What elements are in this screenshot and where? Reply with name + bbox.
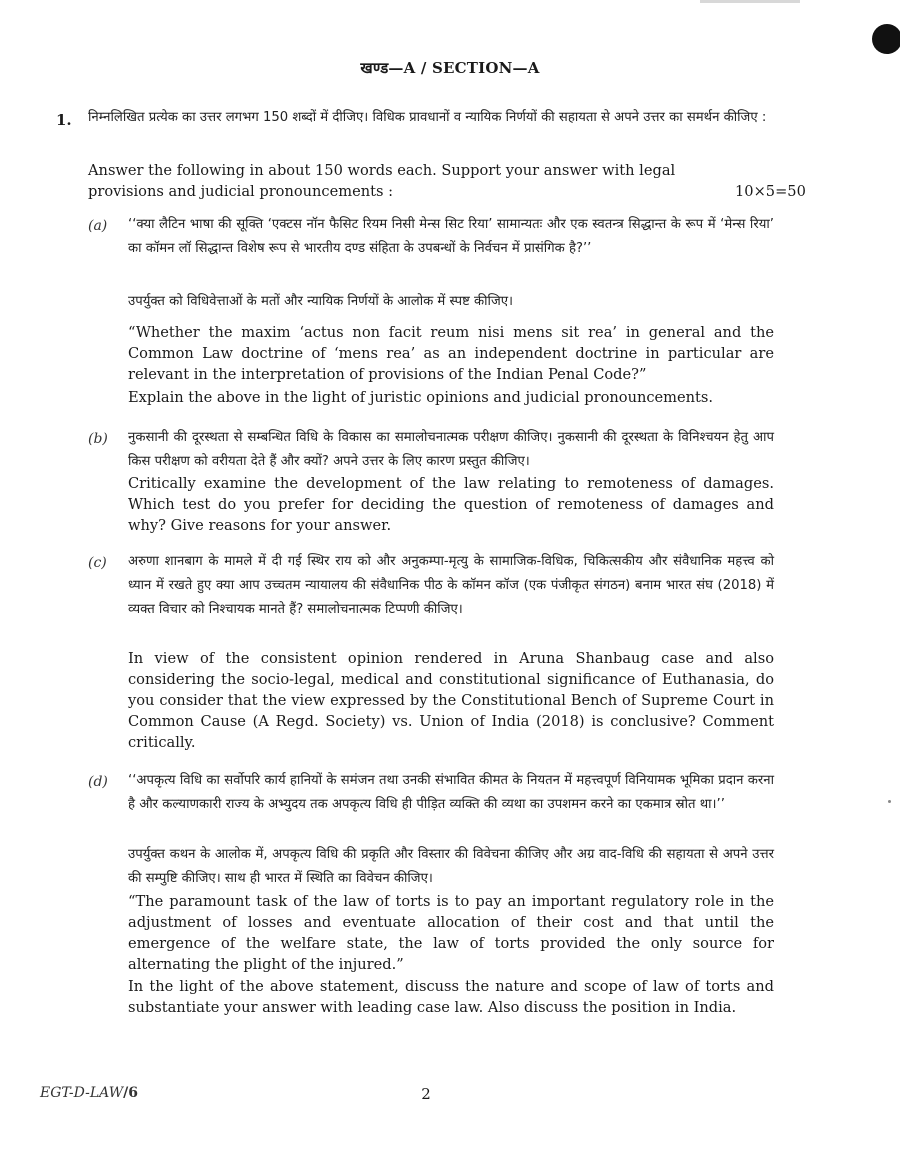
page-number: 2 bbox=[421, 1085, 431, 1103]
part-c-label: (c) bbox=[88, 555, 107, 571]
question-instruction-hindi: निम्नलिखित प्रत्येक का उत्तर लगभग 150 शब्दों में दीजिए। विधिक प्रावधानों व न्यायिक निर्णयों की सहायता से अपने उत्तर का समर्थन कीजिए : bbox=[88, 110, 767, 125]
question-number: 1. bbox=[56, 111, 72, 129]
part-d-label: (d) bbox=[88, 774, 108, 790]
part-d-hindi-statement: ‘‘अपकृत्य विधि का सर्वोपरि कार्य हानियों के समंजन तथा उनकी संभावित कीमत के नियतन में महत्त्वपूर्ण विनियामक भूमिका प्रदान करना है और कल्याणकारी राज्य के अभ्युदय तक अपकृत्य विधि ही पीड़ित व्यक्ति की व्यथा का उपशमन करने का एकमात्र स्रोत था।’’ bbox=[128, 773, 774, 812]
scan-edge-mark bbox=[700, 0, 800, 3]
paper-code-text: EGT-D-LAW bbox=[40, 1085, 124, 1101]
part-c-hindi-question: अरुणा शानबाग के मामले में दी गई स्थिर राय को और अनुकम्पा-मृत्यु के सामाजिक-विधिक, चिकित्सकीय और संवैधानिक महत्त्व को ध्यान में रखते हुए क्या आप उच्चतम न्यायालय की संवैधानिक पीठ के कॉमन कॉज (एक पंजीकृत संगठन) बनाम भारत संघ (2018) में व्यक्त विचार को निश्चायक मानते हैं? समालोचनात्मक टिप्पणी कीजिए। bbox=[128, 554, 774, 617]
part-a-english-question: “Whether the maxim ‘actus non facit reum nisi mens sit rea’ in general and the Common Law doctrine of ‘mens rea’ as an independent doctrine in particular are relevant in the interpretation of provisions of the Indian Penal Code?” bbox=[128, 324, 774, 383]
part-a-hindi-question: ‘‘क्या लैटिन भाषा की सूक्ति ‘एक्टस नॉन फैसिट रियम निसी मेन्स सिट रिया’ सामान्यतः और एक स्वतन्त्र सिद्धान्त के रूप में ‘मेन्स रिया’ का कॉमन लॉ सिद्धान्त विशेष रूप से भारतीय दण्ड संहिता के उपबन्धों के निर्वचन में प्रासंगिक है?’’ bbox=[128, 217, 774, 256]
instruction-line-2: provisions and judicial pronouncements : bbox=[88, 183, 394, 200]
part-d-english-statement: “The paramount task of the law of torts is to pay an important regulatory role in the adjustment of losses and eventuate allocation of their cost and that until the emergence of the welfare state, the law of torts provided the only source for alternating the plight of the injured.” bbox=[128, 893, 774, 973]
part-a-hindi-instruction: उपर्युक्त को विधिवेत्ताओं के मतों और न्यायिक निर्णयों के आलोक में स्पष्ट कीजिए। bbox=[128, 294, 514, 309]
part-d-english-instruction: In the light of the above statement, discuss the nature and scope of law of torts and substantiate your answer with leading case law. Also discuss the position in India. bbox=[128, 978, 774, 1016]
question-instruction-english bbox=[88, 160, 774, 202]
section-header: खण्ड—A / SECTION—A bbox=[360, 59, 540, 77]
part-a-label: (a) bbox=[88, 218, 108, 234]
marks-allocation: 10×5=50 bbox=[735, 183, 806, 200]
registration-dot bbox=[872, 24, 900, 54]
part-b-hindi-question: नुकसानी की दूरस्थता से सम्बन्धित विधि के विकास का समालोचनात्मक परीक्षण कीजिए। नुकसानी की दूरस्थता के विनिश्चयन हेतु आप किस परीक्षण को वरीयता देते हैं और क्यों? अपने उत्तर के लिए कारण प्रस्तुत कीजिए। bbox=[128, 430, 774, 469]
part-c-english-question: In view of the consistent opinion rendered in Aruna Shanbaug case and also considering the socio-legal, medical and constitutional significance of Euthanasia, do you consider that the view expressed by the Constitutional Bench of Supreme Court in Common Cause (A Regd. Society) vs. Union of India (2018) is conclusive? Comment critically. bbox=[128, 650, 774, 751]
part-a-english-instruction: Explain the above in the light of juristic opinions and judicial pronouncements. bbox=[128, 389, 714, 406]
scan-speck bbox=[888, 800, 891, 803]
paper-code-suffix: /6 bbox=[123, 1085, 138, 1101]
part-b-english-question: Critically examine the development of the law relating to remoteness of damages. Which test do you prefer for deciding the question of remoteness of damages and why? Give reasons for your answer. bbox=[128, 475, 774, 534]
part-d-hindi-instruction: उपर्युक्त कथन के आलोक में, अपकृत्य विधि की प्रकृति और विस्तार की विवेचना कीजिए और अग्र वाद-विधि की सहायता से अपने उत्तर की सम्पुष्टि कीजिए। साथ ही भारत में स्थिति का विवेचन कीजिए। bbox=[128, 847, 774, 886]
part-b-label: (b) bbox=[88, 431, 108, 447]
instruction-line-1: Answer the following in about 150 words each. Support your answer with legal bbox=[88, 162, 676, 179]
